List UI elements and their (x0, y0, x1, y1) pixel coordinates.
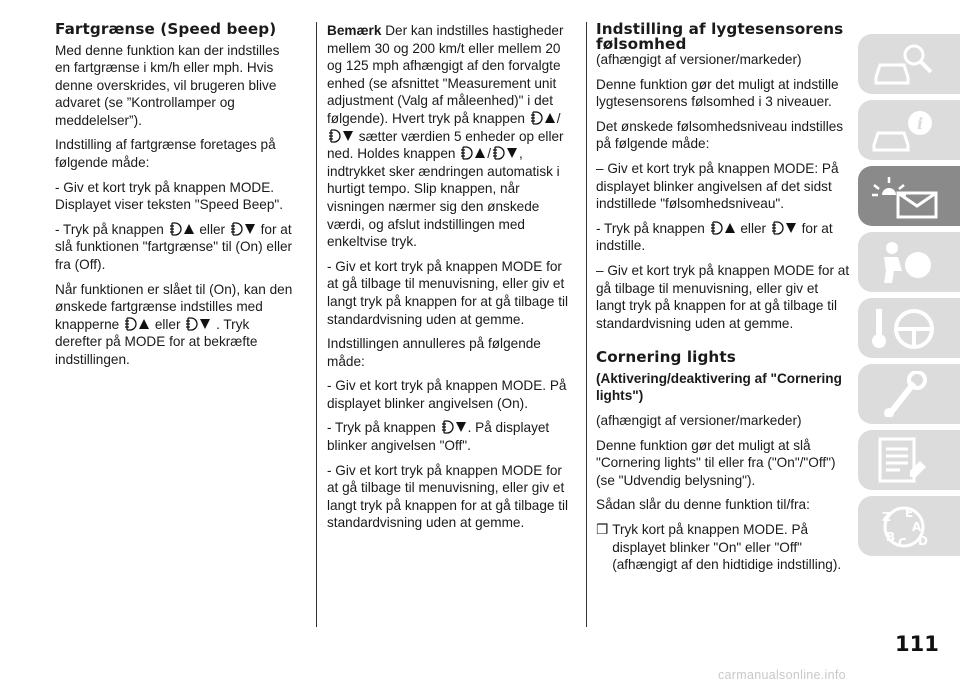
text-run: . På displayet blinker angivelsen "Off". (327, 420, 550, 454)
light-up-button-icon (530, 111, 556, 125)
text-run: eller (740, 220, 767, 236)
column-divider (586, 22, 587, 627)
text-run: Når funktionen er slået til (On), kan den ønskede fartgrænse indstilles med knapperne (55, 281, 293, 332)
wrench-icon (870, 371, 942, 417)
light-down-button-icon (230, 222, 256, 236)
paragraph (55, 221, 297, 274)
light-down-button-icon (492, 146, 518, 160)
tab-airbag[interactable] (858, 232, 960, 292)
light-down-button-icon (441, 420, 467, 434)
page-number: 111 (895, 632, 939, 656)
text-run: for at slå funktionen "fartgrænse" til (On) eller fra (Off). (55, 221, 293, 273)
text-run: sætter værdien 5 enheder op eller ned. Holdes knappen (327, 128, 564, 162)
text-run: eller (154, 316, 181, 332)
section-heading-light-sensor: Indstilling af lygtesensorens følsomhed (596, 20, 844, 53)
text-run: Der kan indstilles hastigheder mellem 30 og 200 km/t eller mellem 20 og 125 mph afhængigt af den forvalgte enhed (se afsnittet "Measurement unit adjustment (Valg af måleenhed)" i det følgende). Hvert tryk på knappen (327, 23, 564, 126)
svg-text:B: B (886, 530, 896, 544)
paragraph: Denne funktion gør det muligt at indstille lygtesensorens følsomhed i 3 niveauer. (596, 76, 839, 110)
tab-warning-lights[interactable] (858, 166, 960, 226)
light-up-button-icon (169, 222, 195, 236)
slash: / (487, 146, 492, 162)
text-run: for at indstille. (596, 220, 833, 254)
light-up-button-icon (710, 221, 736, 235)
tab-car-search[interactable] (858, 34, 960, 94)
variant-note: (afhængigt af versioner/markeder) (596, 413, 802, 428)
airbag-person-icon (870, 239, 942, 285)
svg-text:D: D (918, 534, 928, 548)
tab-document[interactable] (858, 430, 960, 490)
svg-text:E: E (905, 506, 914, 520)
paragraph: - Giv et kort tryk på knappen MODE. Displayet viser teksten "Speed Beep". (55, 179, 284, 213)
tab-key-steering[interactable] (858, 298, 960, 358)
paragraph: Indstilling af fartgrænse foretages på følgende måde: (55, 137, 276, 171)
svg-text:Z: Z (882, 510, 891, 524)
section-subheading: (Aktivering/deaktivering af "Cornering lights") (596, 370, 842, 404)
column-middle (327, 22, 575, 539)
paragraph (55, 281, 297, 369)
paragraph: Sådan slår du denne funktion til/fra: (596, 497, 810, 513)
car-search-icon (870, 41, 942, 87)
tab-alphabet-index[interactable] (858, 496, 960, 556)
column-right (596, 22, 850, 574)
warning-light-envelope-icon (870, 173, 942, 219)
alphabet-index-icon (870, 503, 942, 549)
tab-car-info[interactable] (858, 100, 960, 160)
paragraph: - Giv et kort tryk på knappen MODE. På displayet blinker angivelsen (On). (327, 378, 567, 411)
svg-text:i: i (917, 114, 924, 133)
paragraph: - Giv et kort tryk på knappen MODE for at gå tilbage til menuvisning, eller giv et langt tryk på knappen for at gå tilbage til standardvisning uden at gemme. (327, 258, 569, 327)
bullet-mark: ❒ (596, 521, 609, 537)
svg-text:A: A (912, 520, 922, 534)
slash: / (556, 110, 561, 126)
paragraph (327, 22, 575, 251)
column-divider (316, 22, 317, 627)
key-steering-wheel-icon (870, 305, 942, 351)
paragraph: Med denne funktion kan der indstilles en fartgrænse i km/h eller mph. Hvis denne overskrides, vil brugeren blive advaret (se ”Kontrollamper og meddelelser”). (55, 42, 280, 128)
paragraph: Indstillingen annulleres på følgende måde: (327, 336, 541, 369)
text-run: , indtrykket sker ændringen automatisk i hurtigt tempo. Slip knappen, når visningen nærmer sig den ønskede værdi, og afslut indstillingen med enkeltvise tryk. (327, 146, 560, 250)
section-heading-cornering-lights: Cornering lights (596, 348, 736, 367)
paragraph (327, 419, 575, 454)
chapter-tabs (858, 34, 960, 562)
bullet-item (596, 521, 850, 574)
text-run: - Tryk på knappen (596, 220, 705, 236)
text-run: - Tryk på knappen (55, 221, 164, 237)
note-label: Bemærk (327, 23, 382, 38)
bullet-text: Tryk kort på knappen MODE. På displayet blinker "On" eller "Off" (afhængigt af den hidtidige indstilling). (612, 521, 842, 573)
document-list-icon (870, 437, 942, 483)
text-run: . Tryk derefter på MODE for at bekræfte indstillingen. (55, 316, 258, 367)
paragraph: Det ønskede følsomhedsniveau indstilles på følgende måde: (596, 118, 844, 152)
paragraph: Denne funktion gør det muligt at slå "Cornering lights" til eller fra ("On"/"Off") (se "Udvendig belysning"). (596, 437, 836, 488)
watermark: carmanualsonline.info (718, 668, 846, 682)
text-run: - Tryk på knappen (327, 420, 436, 436)
text-run: eller (199, 221, 226, 237)
light-up-button-icon (124, 317, 150, 331)
light-up-button-icon (460, 146, 486, 160)
variant-note: (afhængigt af versioner/markeder) (596, 52, 802, 67)
svg-text:C: C (898, 536, 907, 549)
light-down-button-icon (771, 221, 797, 235)
tab-wrench[interactable] (858, 364, 960, 424)
paragraph: – Giv et kort tryk på knappen MODE: På displayet blinker angivelsen af det sidst indstillede "følsomhedsniveau". (596, 160, 839, 212)
paragraph: – Giv et kort tryk på knappen MODE for at gå tilbage til menuvisning, eller giv et langt tryk på knappen for at gå tilbage til standardvisning uden at gemme. (596, 262, 850, 331)
column-left (55, 22, 297, 376)
section-heading-speed-beep: Fartgrænse (Speed beep) (55, 20, 277, 38)
light-down-button-icon (185, 317, 211, 331)
paragraph: - Giv et kort tryk på knappen MODE for at gå tilbage til menuvisning, eller giv et langt tryk på knappen for at gå tilbage til standardvisning uden at gemme. (327, 462, 569, 531)
car-info-icon (870, 107, 942, 153)
paragraph (596, 220, 850, 255)
light-down-button-icon (328, 129, 354, 143)
